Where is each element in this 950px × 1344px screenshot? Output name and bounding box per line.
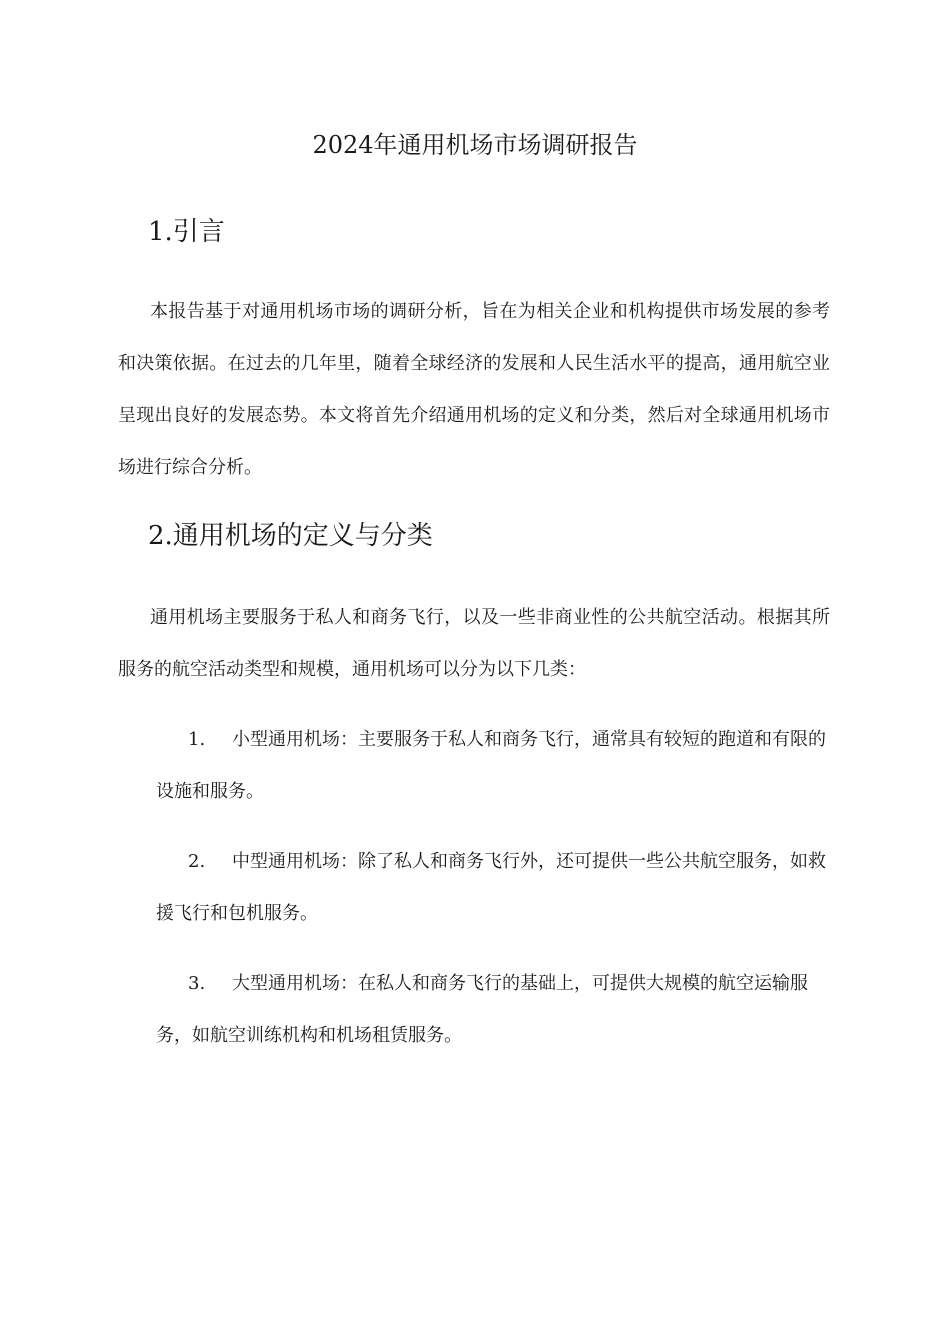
definition-paragraph: 通用机场主要服务于私人和商务飞行，以及一些非商业性的公共航空活动。根据其所服务的航空活动类型和规模，通用机场可以分为以下几类： (118, 607, 830, 680)
list-item-number: 1. (188, 729, 206, 750)
list-item-text: 中型通用机场：除了私人和商务飞行外，还可提供一些公共航空服务，如救援飞行和包机服务。 (156, 851, 826, 924)
introduction-paragraph: 本报告基于对通用机场市场的调研分析，旨在为相关企业和机构提供市场发展的参考和决策依据。在过去的几年里，随着全球经济的发展和人民生活水平的提高，通用航空业呈现出良好的发展态势。本文将首先介绍通用机场的定义和分类，然后对全球通用机场市场进行综合分析。 (118, 301, 830, 478)
section-heading-definition: 2.通用机场的定义与分类 (148, 521, 433, 551)
list-item-text: 小型通用机场：主要服务于私人和商务飞行，通常具有较短的跑道和有限的设施和服务。 (156, 729, 826, 802)
list-item (156, 714, 830, 818)
list-item (156, 958, 830, 1062)
section-heading-introduction: 1.引言 (148, 217, 225, 247)
list-item (156, 836, 830, 940)
list-item-text: 大型通用机场：在私人和商务飞行的基础上，可提供大规模的航空运输服务，如航空训练机构和机场租赁服务。 (156, 973, 808, 1046)
list-item-number: 2. (188, 851, 206, 872)
document-title: 2024年通用机场市场调研报告 (312, 131, 638, 159)
list-item-number: 3. (188, 973, 206, 994)
